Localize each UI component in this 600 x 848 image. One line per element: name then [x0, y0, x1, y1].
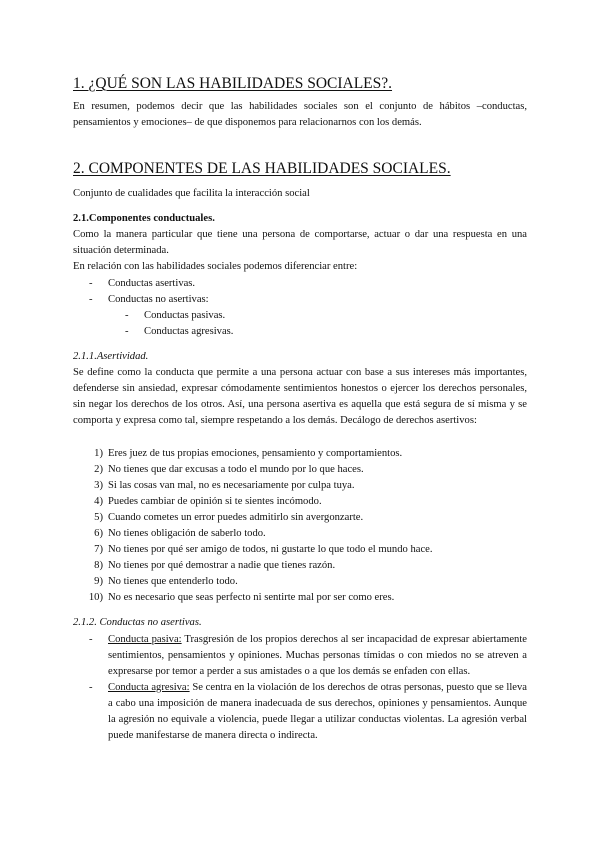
section-2-1-title: 2.1.Componentes conductuales.	[73, 213, 215, 224]
non-assertive-list	[89, 632, 527, 744]
list-item: 4) Puedes cambiar de opinión si te sientes incómodo.	[94, 496, 322, 507]
rights-list	[88, 446, 527, 606]
list-item: 6) No tienes obligación de saberlo todo.	[94, 528, 266, 539]
list-item: 9) No tienes que entenderlo todo.	[94, 576, 238, 587]
section-2-1-text: Como la manera particular que tiene una persona de comportarse, actuar o dar una respuesta en una situación determinada.	[73, 229, 527, 256]
list-item: - Conductas pasivas.	[125, 310, 226, 321]
section-2-1-1-title: 2.1.1.Asertividad.	[73, 351, 149, 362]
list-item: 5) Cuando cometes un error puedes admitirlo sin avergonzarte.	[94, 512, 364, 523]
list-item: - Conducta agresiva: Se centra en la violación de los derechos de otras personas, puesto que se lleva a cabo una imposición de manera inadecuada de sus derechos, opiniones y pensamientos. Aunque la agresión no equivale a violencia, puede llegar a utilizar conductas violentas. La agresión verbal puede manifestarse de manera directa o indirecta.	[89, 682, 527, 741]
list-item: 8) No tienes por qué demostrar a nadie que tienes razón.	[94, 560, 336, 571]
list-item: - Conductas no asertivas:	[89, 294, 209, 305]
behavior-sublist	[125, 308, 527, 340]
section-1-text: En resumen, podemos decir que las habilidades sociales son el conjunto de hábitos –conductas, pensamientos y emociones– de que disponemos para relacionarnos con los demás.	[73, 101, 527, 128]
section-2-1-2-title: 2.1.2. Conductas no asertivas.	[73, 617, 202, 628]
term-passive: Conducta pasiva:	[108, 634, 182, 645]
section-2-title: 2. COMPONENTES DE LAS HABILIDADES SOCIALES.	[73, 160, 451, 177]
term-aggressive: Conducta agresiva:	[108, 682, 190, 693]
list-item: 2) No tienes que dar excusas a todo el mundo por lo que haces.	[94, 464, 364, 475]
section-2-1-1-text: Se define como la conducta que permite a una persona actuar con base a sus intereses más importantes, defenderse sin ansiedad, expresar cómodamente sentimientos honestos o ejercer los derechos personales, sin negar los derechos de los otros. Así, una persona asertiva es aquella que está segura de sí misma y se comporta y expresa como tal, siempre respetando a los demás. Decálogo de derechos asertivos:	[73, 367, 527, 426]
list-item: - Conductas agresivas.	[125, 326, 234, 337]
list-item: - Conducta pasiva: Trasgresión de los propios derechos al ser incapacidad de expresar abiertamente sentimientos, pensamientos y opiniones. Muchas personas tímidas o con miedos no se atreven a expresarse por temor a perder a sus amistades o a que los demás se enfaden con ellas.	[89, 634, 527, 677]
list-item: 7) No tienes por qué ser amigo de todos, ni gustarte lo que todo el mundo hace.	[94, 544, 433, 555]
behavior-list	[89, 276, 527, 308]
list-item: - Conductas asertivas.	[89, 278, 196, 289]
list-item: 10) No es necesario que seas perfecto ni sentirte mal por ser como eres.	[88, 592, 395, 603]
list-item: 3) Si las cosas van mal, no es necesariamente por culpa tuya.	[94, 480, 355, 491]
section-2-1-text-2: En relación con las habilidades sociales podemos diferenciar entre:	[73, 261, 358, 272]
section-2-intro: Conjunto de cualidades que facilita la interacción social	[73, 188, 310, 199]
list-item: 1) Eres juez de tus propias emociones, pensamiento y comportamientos.	[94, 448, 403, 459]
section-1-title: 1. ¿QUÉ SON LAS HABILIDADES SOCIALES?.	[73, 75, 393, 92]
